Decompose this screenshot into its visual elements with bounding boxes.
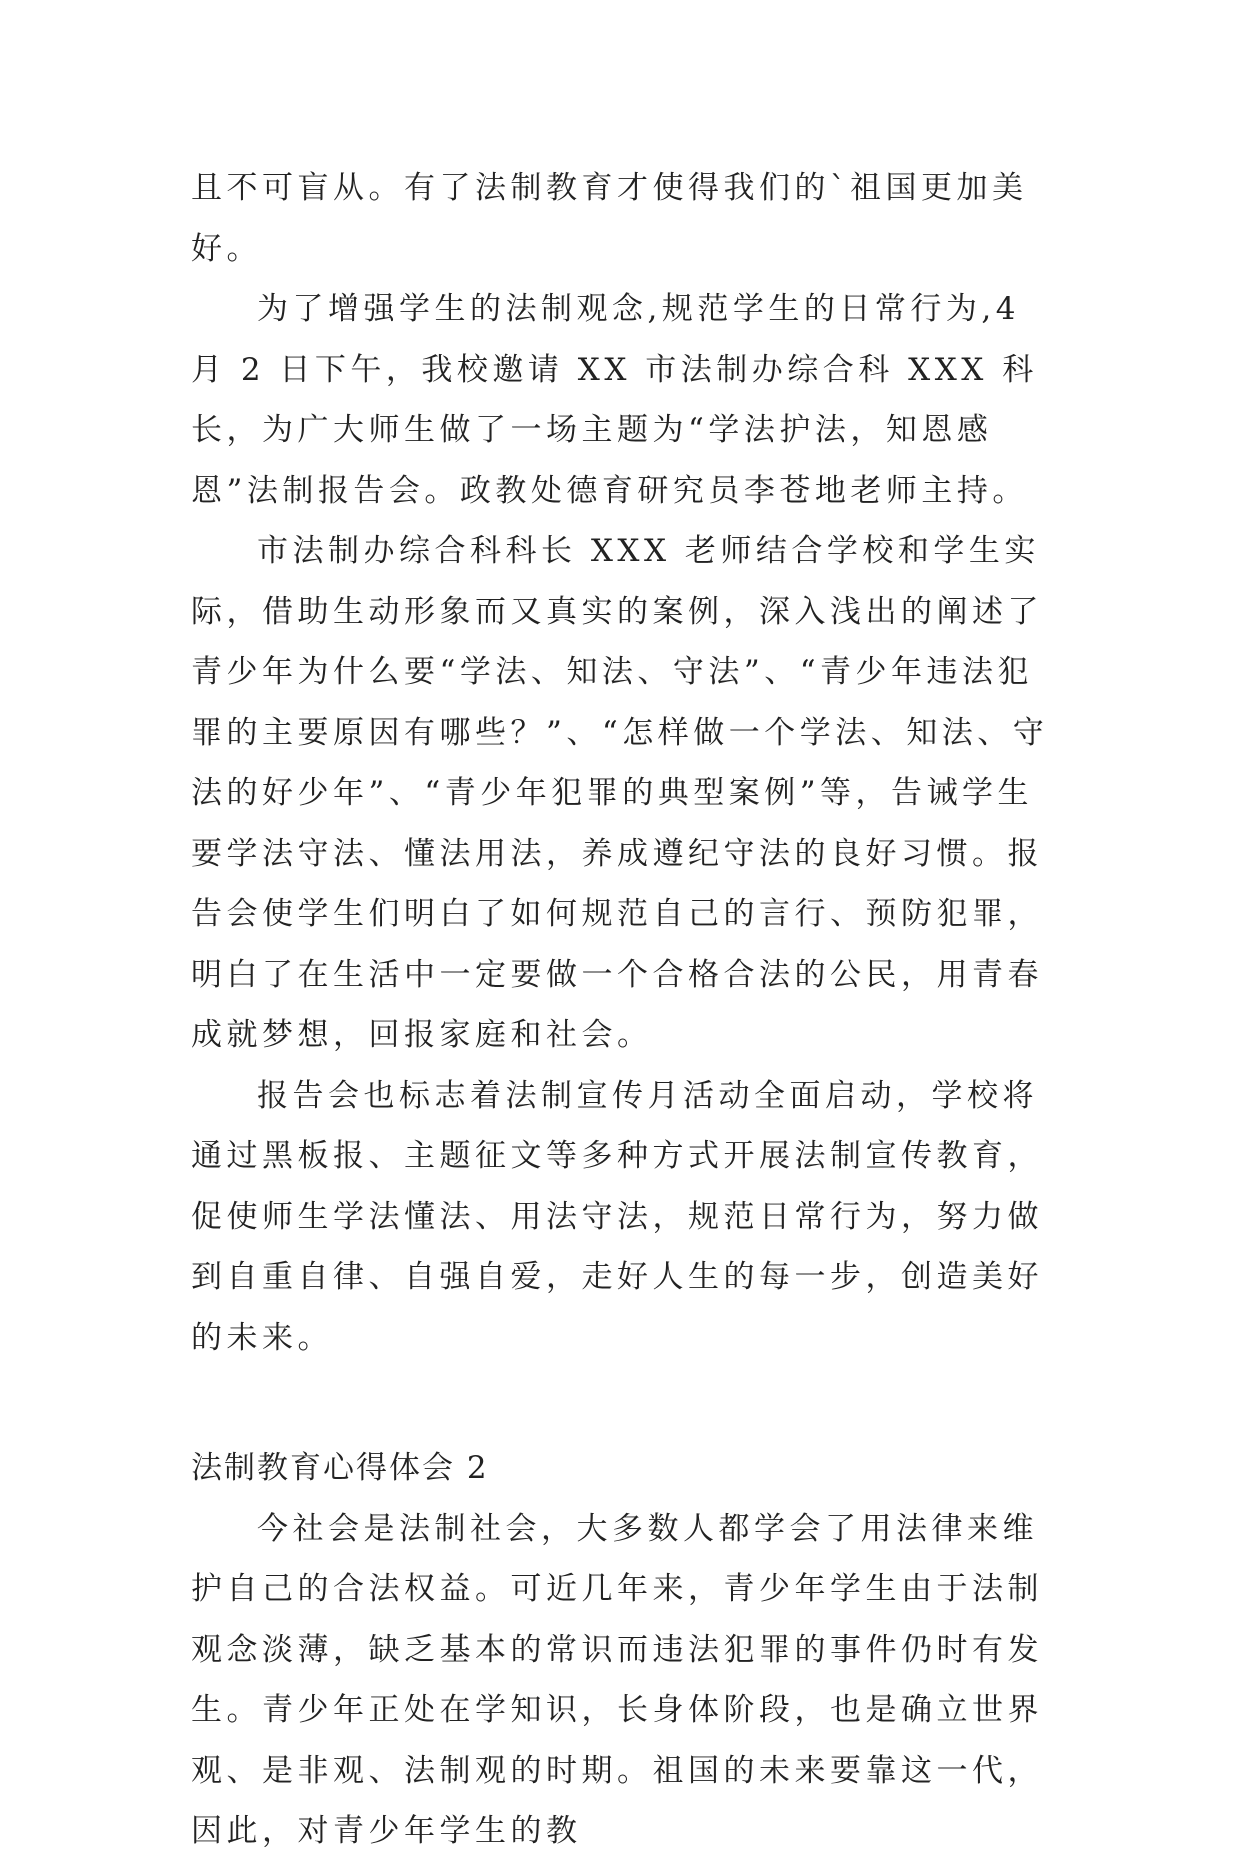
section-heading: 法制教育心得体会 2	[191, 1450, 489, 1486]
document-body	[191, 158, 1051, 1862]
paragraph-speaker-content: 市法制办综合科科长 XXX 老师结合学校和学生实际，借助生动形象而又真实的案例，深入浅出的阐述了青少年为什么要“学法、知法、守法”、“青少年违法犯罪的主要原因有哪些？”、“怎样做一个学法、知法、守法的好少年”、“青少年犯罪的典型案例”等，告诫学生要学法守法、懂法用法，养成遵纪守法的良好习惯。报告会使学生们明白了如何规范自己的言行、预防犯罪，明白了在生活中一定要做一个合格合法的公民，用青春成就梦想，回报家庭和社会。	[191, 533, 1049, 1053]
paragraph-publicity-month: 报告会也标志着法制宣传月活动全面启动，学校将通过黑板报、主题征文等多种方式开展法制宣传教育，促使师生学法懂法、用法守法，规范日常行为，努力做到自重自律、自强自爱，走好人生的每一步，创造美好的未来。	[191, 1077, 1043, 1356]
paragraph-report-meeting: 为了增强学生的法制观念,规范学生的日常行为,4 月 2 日下午，我校邀请 XX 市法制办综合科 XXX 科长，为广大师生做了一场主题为“学法护法，知恩感恩”法制报告会。政教处德育研究员李苍地老师主持。	[191, 291, 1038, 509]
paragraph-continuation: 且不可盲从。有了法制教育才使得我们的`祖国更加美好。	[191, 170, 1028, 267]
paragraph-section-intro: 今社会是法制社会，大多数人都学会了用法律来维护自己的合法权益。可近几年来，青少年学生由于法制观念淡薄，缺乏基本的常识而违法犯罪的事件仍时有发生。青少年正处在学知识，长身体阶段，也是确立世界观、是非观、法制观的时期。祖国的未来要靠这一代，因此，对青少年学生的教	[191, 1510, 1043, 1849]
